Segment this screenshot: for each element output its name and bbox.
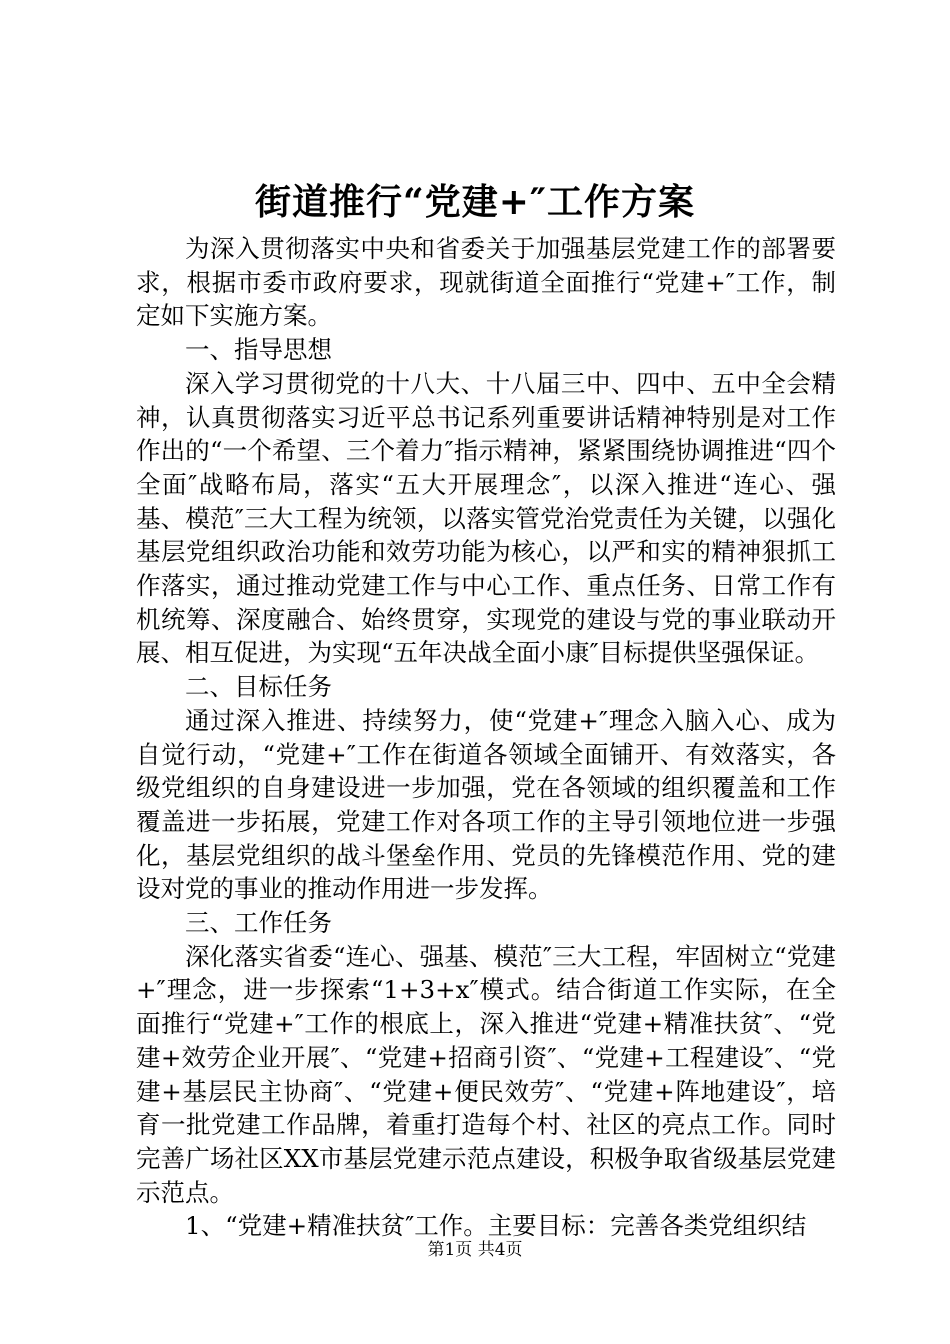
paragraph-guiding-ideology: 深入学习贯彻党的十八大、十八届三中、四中、五中全会精神，认真贯彻落实习近平总书记系列重要讲话精神特别是对工作作出的“一个希望、三个着力″指示精神，紧紧围绕协调推进“四个全面″战略布局，落实“五大开展理念″，以深入推进“连心、强基、模范″三大工程为统领，以落实管党治党责任为关键，以强化基层党组织政治功能和效劳功能为核心，以严和实的精神狠抓工作落实，通过推动党建工作与中心工作、重点任务、日常工作有机统筹、深度融合、始终贯穿，实现党的建设与党的事业联动开展、相互促进，为实现“五年决战全面小康″目标提供坚强保证。	[136, 368, 836, 668]
document-title: 街道推行“党建+″工作方案	[255, 181, 695, 223]
paragraph-goals: 通过深入推进、持续努力，使“党建+″理念入脑入心、成为自觉行动，“党建+″工作在街道各领域全面铺开、有效落实，各级党组织的自身建设进一步加强，党在各领域的组织覆盖和工作覆盖进一步拓展，党建工作对各项工作的主导引领地位进一步强化，基层党组织的战斗堡垒作用、党员的先锋模范作用、党的建设对党的事业的推动作用进一步发挥。	[136, 705, 836, 904]
paragraph-item-1: 1、“党建+精准扶贫″工作。主要目标：完善各类党组织结	[185, 1211, 807, 1241]
paragraph-work-tasks: 深化落实省委“连心、强基、模范″三大工程，牢固树立“党建+″理念，进一步探索“1+3+x″模式。结合街道工作实际，在全面推行“党建+″工作的根底上，深入推进“党建+精准扶贫″、“党建+效劳企业开展″、“党建+招商引资″、“党建+工程建设″、“党建+基层民主协商″、“党建+便民效劳″、“党建+阵地建设″，培育一批党建工作品牌，着重打造每个村、社区的亮点工作。同时完善广场社区XX市基层党建示范点建设，积极争取省级基层党建示范点。	[136, 941, 836, 1207]
heading-work-tasks: 三、工作任务	[185, 908, 332, 938]
document-body	[136, 232, 836, 1243]
page-footer: 第1页 共4页	[427, 1240, 523, 1260]
paragraph-intro: 为深入贯彻落实中央和省委关于加强基层党建工作的部署要求，根据市委市政府要求，现就街道全面推行“党建+″工作，制定如下实施方案。	[136, 234, 836, 331]
heading-guiding-ideology: 一、指导思想	[185, 335, 332, 365]
heading-goals: 二、目标任务	[185, 672, 332, 702]
